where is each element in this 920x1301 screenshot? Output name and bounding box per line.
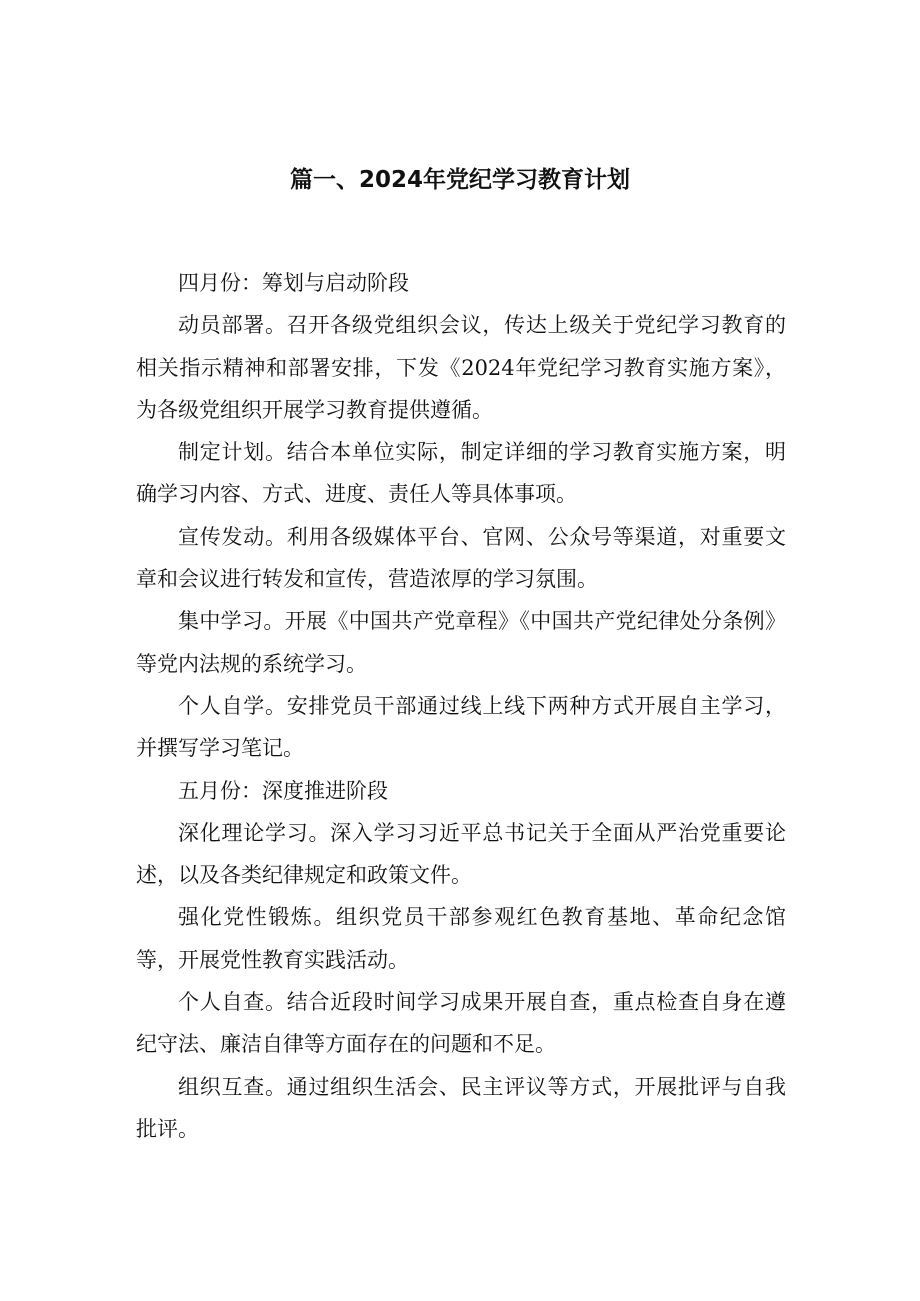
paragraph-self-study: 个人自学。安排党员干部通过线上线下两种方式开展自主学习，并撰写学习笔记。 [136,693,786,761]
paragraph-publicity: 宣传发动。利用各级媒体平台、官网、公众号等渠道，对重要文章和会议进行转发和宣传，营造浓厚的学习氛围。 [136,524,786,592]
paragraph-mutual-inspection: 组织互查。通过组织生活会、民主评议等方式，开展批评与自我批评。 [136,1074,786,1141]
paragraph-planning: 制定计划。结合本单位实际，制定详细的学习教育实施方案，明确学习内容、方式、进度、责任人等具体事项。 [136,440,786,507]
paragraph-mobilization: 动员部署。召开各级党组织会议，传达上级关于党纪学习教育的相关指示精神和部署安排，下发《2024年党纪学习教育实施方案》，为各级党组织开展学习教育提供遵循。 [136,313,786,422]
document-title: 篇一、2024年党纪学习教育计划 [289,167,630,193]
paragraph-centralized-study: 集中学习。开展《中国共产党章程》《中国共产党纪律处分条例》等党内法规的系统学习。 [136,609,786,676]
paragraph-theory-study: 深化理论学习。深入学习习近平总书记关于全面从严治党重要论述，以及各类纪律规定和政策文件。 [136,820,786,888]
section-heading-may: 五月份：深度推进阶段 [178,778,388,803]
section-heading-april: 四月份：筹划与启动阶段 [178,271,409,295]
document-body [136,262,786,1150]
paragraph-party-spirit: 强化党性锻炼。组织党员干部参观红色教育基地、革命纪念馆等，开展党性教育实践活动。 [136,905,786,972]
paragraph-self-inspection: 个人自查。结合近段时间学习成果开展自查，重点检查自身在遵纪守法、廉洁自律等方面存在的问题和不足。 [136,990,786,1057]
